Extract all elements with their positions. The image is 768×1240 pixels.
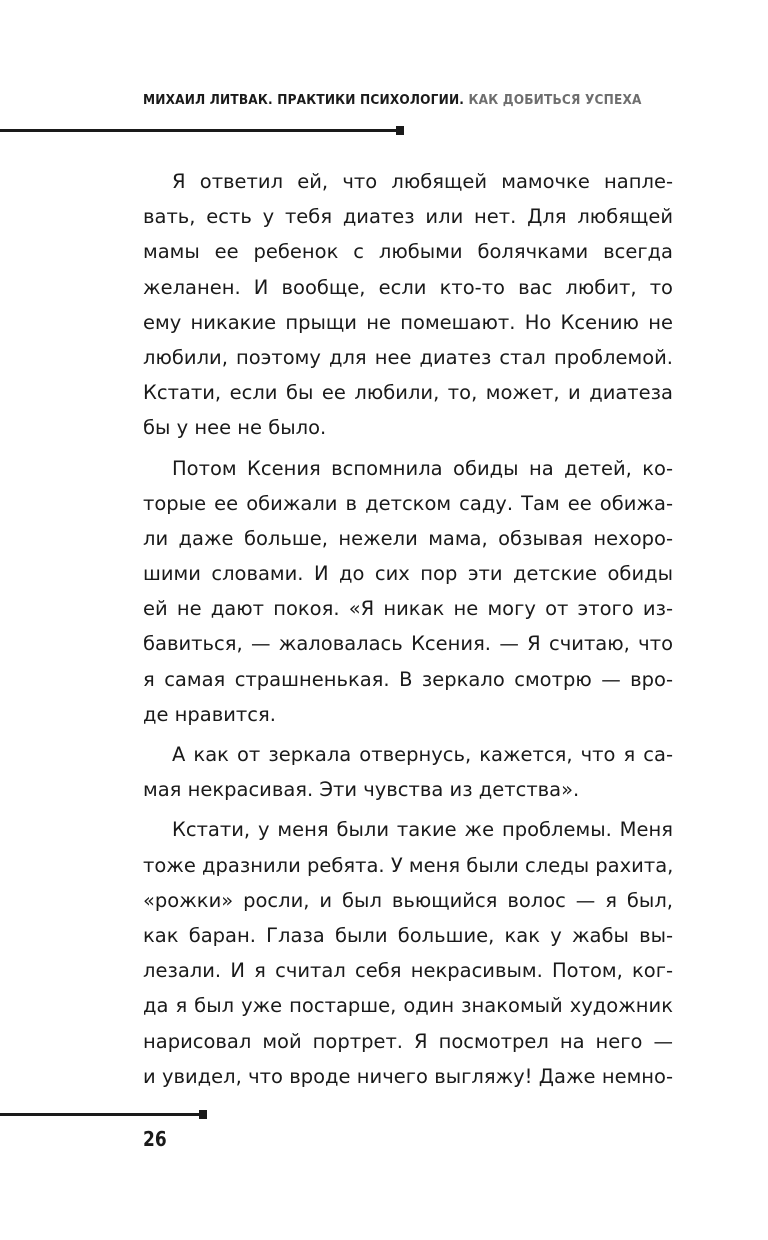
- header-series: ПРАКТИКИ ПСИХОЛОГИИ.: [277, 92, 465, 108]
- text-line: Потом Ксения вспомнила обиды на детей, ко-: [172, 456, 673, 480]
- body-text: [143, 164, 673, 1099]
- text-line: тоже дразнили ребята. У меня были следы рахита,: [143, 853, 674, 877]
- header-subtitle: КАК ДОБИТЬСЯ УСПЕХА: [468, 92, 642, 108]
- header-rule-cap: [396, 126, 404, 135]
- text-line: я самая страшненькая. В зеркало смотрю — вро-: [143, 667, 673, 691]
- paragraph: [143, 451, 673, 733]
- text-line: Кстати, если бы ее любили, то, может, и диатеза: [143, 381, 673, 405]
- text-line: и увидел, что вроде ничего выгляжу! Даже немно-: [143, 1064, 673, 1088]
- text-line: да я был уже постарше, один знакомый художник: [143, 994, 673, 1018]
- header-rule: [0, 129, 400, 132]
- footer-rule: [0, 1113, 203, 1116]
- text-line: желанен. И вообще, если кто-то вас любит, то: [143, 275, 673, 299]
- text-line: любили, поэтому для нее диатез стал проблемой.: [143, 345, 673, 369]
- footer-rule-cap: [199, 1110, 207, 1119]
- text-line: мамы ее ребенок с любыми болячками всегда: [143, 240, 673, 264]
- text-line: ей не дают покоя. «Я никак не могу от этого из-: [143, 597, 673, 621]
- text-line: бы у нее не было.: [143, 416, 327, 440]
- text-line: ли даже больше, нежели мама, обзывая нехоро-: [143, 526, 673, 550]
- text-line: де нравится.: [143, 702, 276, 726]
- running-header: [143, 92, 642, 108]
- text-line: бавиться, — жаловалась Ксения. — Я считаю, что: [143, 632, 673, 656]
- text-line: нарисовал мой портрет. Я посмотрел на него —: [143, 1029, 673, 1053]
- paragraph: [143, 737, 673, 807]
- text-line: Кстати, у меня были такие же проблемы. Меня: [172, 818, 673, 842]
- paragraph: [143, 812, 673, 1094]
- paragraph: [143, 164, 673, 446]
- text-line: лезали. И я считал себя некрасивым. Потом, ког-: [143, 959, 673, 983]
- header-author: МИХАИЛ ЛИТВАК.: [143, 92, 273, 108]
- text-line: «рожки» росли, и был вьющийся волос — я был,: [143, 888, 673, 912]
- text-line: как баран. Глаза были большие, как у жабы вы-: [143, 923, 673, 947]
- text-line: вать, есть у тебя диатез или нет. Для любящей: [143, 205, 673, 229]
- text-line: шими словами. И до сих пор эти детские обиды: [143, 562, 673, 586]
- text-line: мая некрасивая. Эти чувства из детства».: [143, 778, 580, 802]
- text-line: ему никакие прыщи не помешают. Но Ксению не: [143, 310, 673, 334]
- text-line: А как от зеркала отвернусь, кажется, что я са-: [172, 743, 673, 766]
- page-number: 26: [143, 1127, 167, 1151]
- text-line: торые ее обижали в детском саду. Там ее обижа-: [143, 491, 673, 515]
- text-line: Я ответил ей, что любящей мамочке напле-: [172, 170, 673, 193]
